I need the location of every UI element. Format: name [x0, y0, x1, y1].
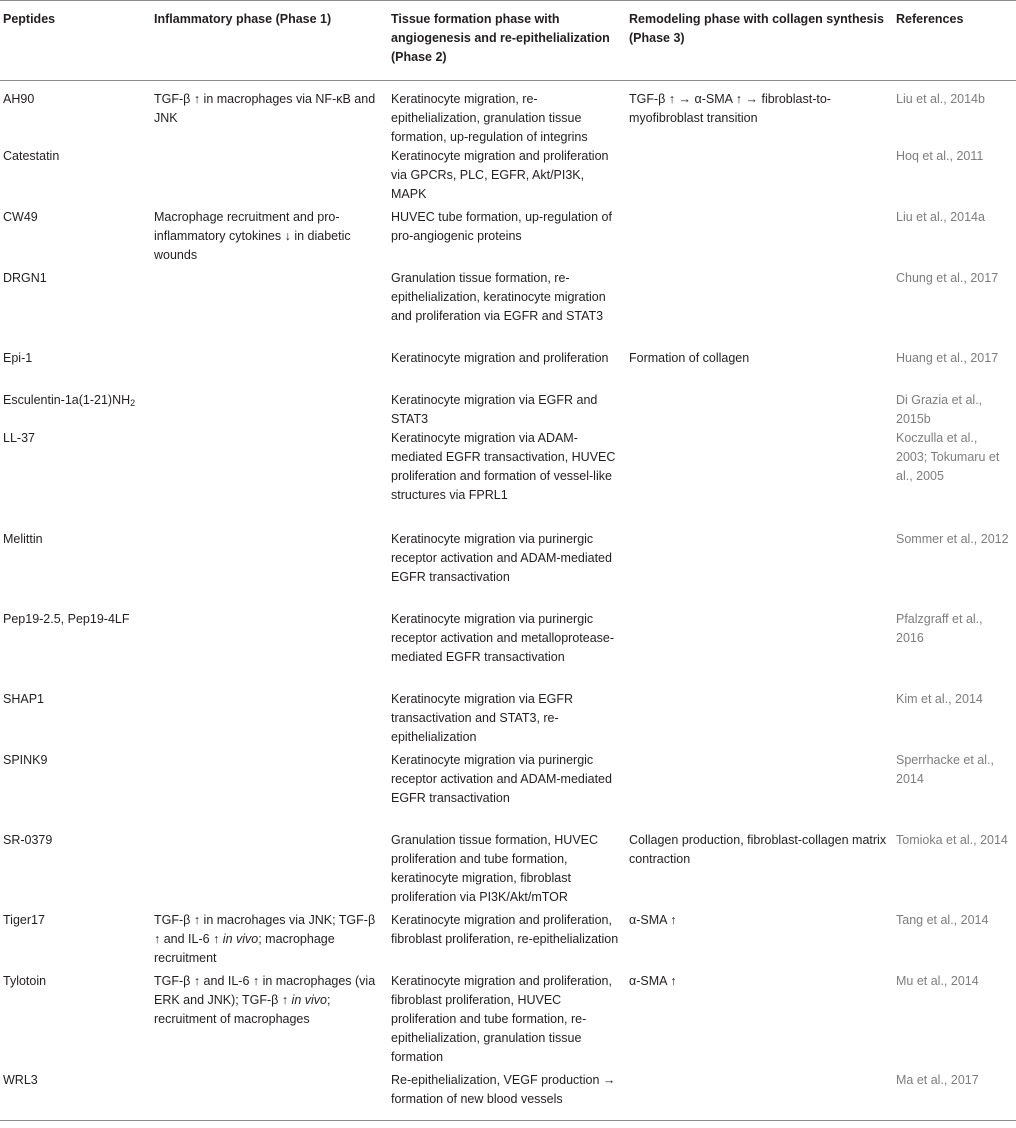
phase1-cell: Macrophage recruitment and pro-inflammatory cytokines ↓ in diabetic wounds: [154, 210, 351, 262]
peptide-cell: SPINK9: [3, 753, 48, 767]
table-row: [0, 269, 1016, 349]
phase1-cell: [151, 972, 388, 1071]
phase1-italic: in vivo: [291, 993, 327, 1007]
phase1-cell: [151, 751, 388, 831]
peptide-cell: [0, 391, 151, 429]
table-row: [0, 911, 1016, 972]
phase1-text: ; macrophage recruitment: [154, 932, 335, 965]
reference-cell: Liu et al., 2014a: [896, 210, 985, 224]
phase3-cell: α-SMA ↑: [629, 913, 677, 927]
table-row: [0, 349, 1016, 391]
table-row: [0, 429, 1016, 530]
phase2-cell: Keratinocyte migration and proliferation via GPCRs, PLC, EGFR, Akt/PI3K, MAPK: [391, 149, 609, 201]
header-phase2: Tissue formation phase with angiogenesis and re-epithelialization (Phase 2): [388, 1, 626, 81]
phase1-cell: [151, 610, 388, 690]
peptide-cell: Epi-1: [3, 351, 33, 365]
phase1-cell: TGF-β ↑ in macrophages via NF-κB and JNK: [154, 92, 376, 125]
reference-cell: Tang et al., 2014: [896, 913, 989, 927]
phase1-text: ; recruitment of macrophages: [154, 993, 331, 1026]
phase1-text: TGF-β ↑ and IL-6 ↑ in macrophages (via ERK and JNK); TGF-β ↑: [154, 974, 376, 1007]
phase2-cell: Keratinocyte migration via purinergic receptor activation and ADAM-mediated EGFR transactivation: [391, 753, 612, 805]
phase2-cell: Keratinocyte migration and proliferation, fibroblast proliferation, re-epithelialization: [391, 913, 619, 946]
phase1-cell: [151, 911, 388, 972]
table-row: [0, 610, 1016, 690]
phase3-cell: [626, 751, 893, 831]
phase3-cell: [626, 690, 893, 751]
reference-cell: Sommer et al., 2012: [896, 532, 1009, 546]
phase1-cell: [151, 1071, 388, 1120]
phase2-cell: Keratinocyte migration, re-epithelialization, granulation tissue formation, up-regulation of integrins: [391, 92, 588, 144]
phase1-cell: [151, 429, 388, 530]
phase1-cell: [151, 269, 388, 349]
phase3-cell: [626, 610, 893, 690]
phase1-cell: [151, 530, 388, 610]
peptide-cell: SHAP1: [3, 692, 44, 706]
phase3-cell: α-SMA ↑: [629, 974, 677, 988]
peptide-cell: Pep19-2.5, Pep19-4LF: [3, 612, 130, 626]
phase3-cell: [626, 147, 893, 208]
reference-cell: Liu et al., 2014b: [896, 92, 985, 106]
phase3-cell: [626, 208, 893, 269]
reference-cell: Mu et al., 2014: [896, 974, 979, 988]
peptide-name: Esculentin-1a(1-21)NH: [3, 393, 131, 407]
phase3-cell: Collagen production, fibroblast-collagen matrix contraction: [629, 833, 887, 866]
table-row: [0, 147, 1016, 208]
peptide-cell: Catestatin: [3, 149, 60, 163]
phase2-cell: Re-epithelialization, VEGF production → formation of new blood vessels: [388, 1071, 626, 1120]
phase2-cell: Keratinocyte migration and proliferation: [391, 351, 609, 365]
peptide-cell: AH90: [3, 92, 35, 106]
phase2-cell: Keratinocyte migration via purinergic receptor activation and metalloprotease-mediated EGFR transactivation: [391, 612, 615, 664]
table-row: [0, 831, 1016, 911]
phase2-cell: Keratinocyte migration and proliferation, fibroblast proliferation, HUVEC proliferation and tube formation, re-epithelialization, granulation tissue formation: [391, 974, 612, 1064]
table-row: [0, 690, 1016, 751]
peptide-cell: Tiger17: [3, 913, 45, 927]
phase3-cell: [626, 429, 893, 530]
header-references: References: [893, 1, 1016, 81]
reference-cell: Sperrhacke et al., 2014: [896, 753, 994, 786]
phase2-cell: Keratinocyte migration via EGFR and STAT3: [391, 393, 598, 426]
peptide-cell: LL-37: [3, 431, 35, 445]
header-phase3: Remodeling phase with collagen synthesis (Phase 3): [626, 1, 893, 81]
phase2-cell: Keratinocyte migration via ADAM-mediated EGFR transactivation, HUVEC proliferation and formation of vessel-like structures via FPRL1: [391, 431, 616, 502]
phase1-cell: [151, 147, 388, 208]
table-row: [0, 1071, 1016, 1120]
table-row: [0, 530, 1016, 610]
phase1-cell: [151, 690, 388, 751]
peptide-cell: Tylotoin: [3, 974, 47, 988]
peptide-cell: WRL3: [0, 1071, 151, 1120]
peptide-cell: Melittin: [3, 532, 43, 546]
reference-cell: Tomioka et al., 2014: [896, 833, 1008, 847]
reference-cell: Kim et al., 2014: [896, 692, 983, 706]
phase2-cell: Keratinocyte migration via purinergic receptor activation and ADAM-mediated EGFR transactivation: [391, 532, 612, 584]
reference-cell: Huang et al., 2017: [896, 351, 999, 365]
reference-cell: Koczulla et al., 2003; Tokumaru et al., 2005: [896, 431, 1000, 483]
reference-cell: Di Grazia et al., 2015b: [896, 393, 983, 426]
header-phase1: Inflammatory phase (Phase 1): [151, 1, 388, 81]
phase3-cell: [626, 1071, 893, 1120]
peptide-cell: DRGN1: [3, 271, 47, 285]
reference-cell: Pfalzgraff et al., 2016: [896, 612, 983, 645]
phase3-cell: [626, 391, 893, 429]
phase1-text: TGF-β ↑ in macrohages via JNK; TGF-β ↑ and IL-6 ↑: [154, 913, 376, 946]
header-peptides: Peptides: [0, 1, 151, 81]
peptide-cell: CW49: [3, 210, 38, 224]
reference-cell: Ma et al., 2017: [893, 1071, 1016, 1120]
phase1-cell: [151, 349, 388, 391]
phase2-cell: Keratinocyte migration via EGFR transactivation and STAT3, re-epithelialization: [391, 692, 574, 744]
phase1-cell: [151, 391, 388, 429]
phase3-cell: Formation of collagen: [629, 351, 750, 365]
peptide-cell: SR-0379: [3, 833, 53, 847]
peptide-subscript: 2: [130, 398, 136, 408]
phase2-cell: Granulation tissue formation, HUVEC proliferation and tube formation, keratinocyte migration, fibroblast proliferation via PI3K/Akt/mTOR: [391, 833, 599, 904]
header-row: [0, 1, 1016, 81]
reference-cell: Chung et al., 2017: [896, 271, 999, 285]
table-row: [0, 972, 1016, 1071]
table-row: [0, 208, 1016, 269]
phase3-cell: [626, 530, 893, 610]
phase3-cell: [626, 269, 893, 349]
phase2-cell: HUVEC tube formation, up-regulation of pro-angiogenic proteins: [391, 210, 612, 243]
table-row: [0, 391, 1016, 429]
reference-cell: Hoq et al., 2011: [896, 149, 984, 163]
table-row: [0, 81, 1016, 148]
phase2-cell: Granulation tissue formation, re-epithelialization, keratinocyte migration and proliferation via EGFR and STAT3: [391, 271, 606, 323]
table-row: [0, 751, 1016, 831]
phase1-cell: [151, 831, 388, 911]
phase1-italic: in vivo: [222, 932, 259, 946]
phase3-cell: TGF-β ↑ → α-SMA ↑ → fibroblast-to-myofibroblast transition: [629, 92, 831, 125]
